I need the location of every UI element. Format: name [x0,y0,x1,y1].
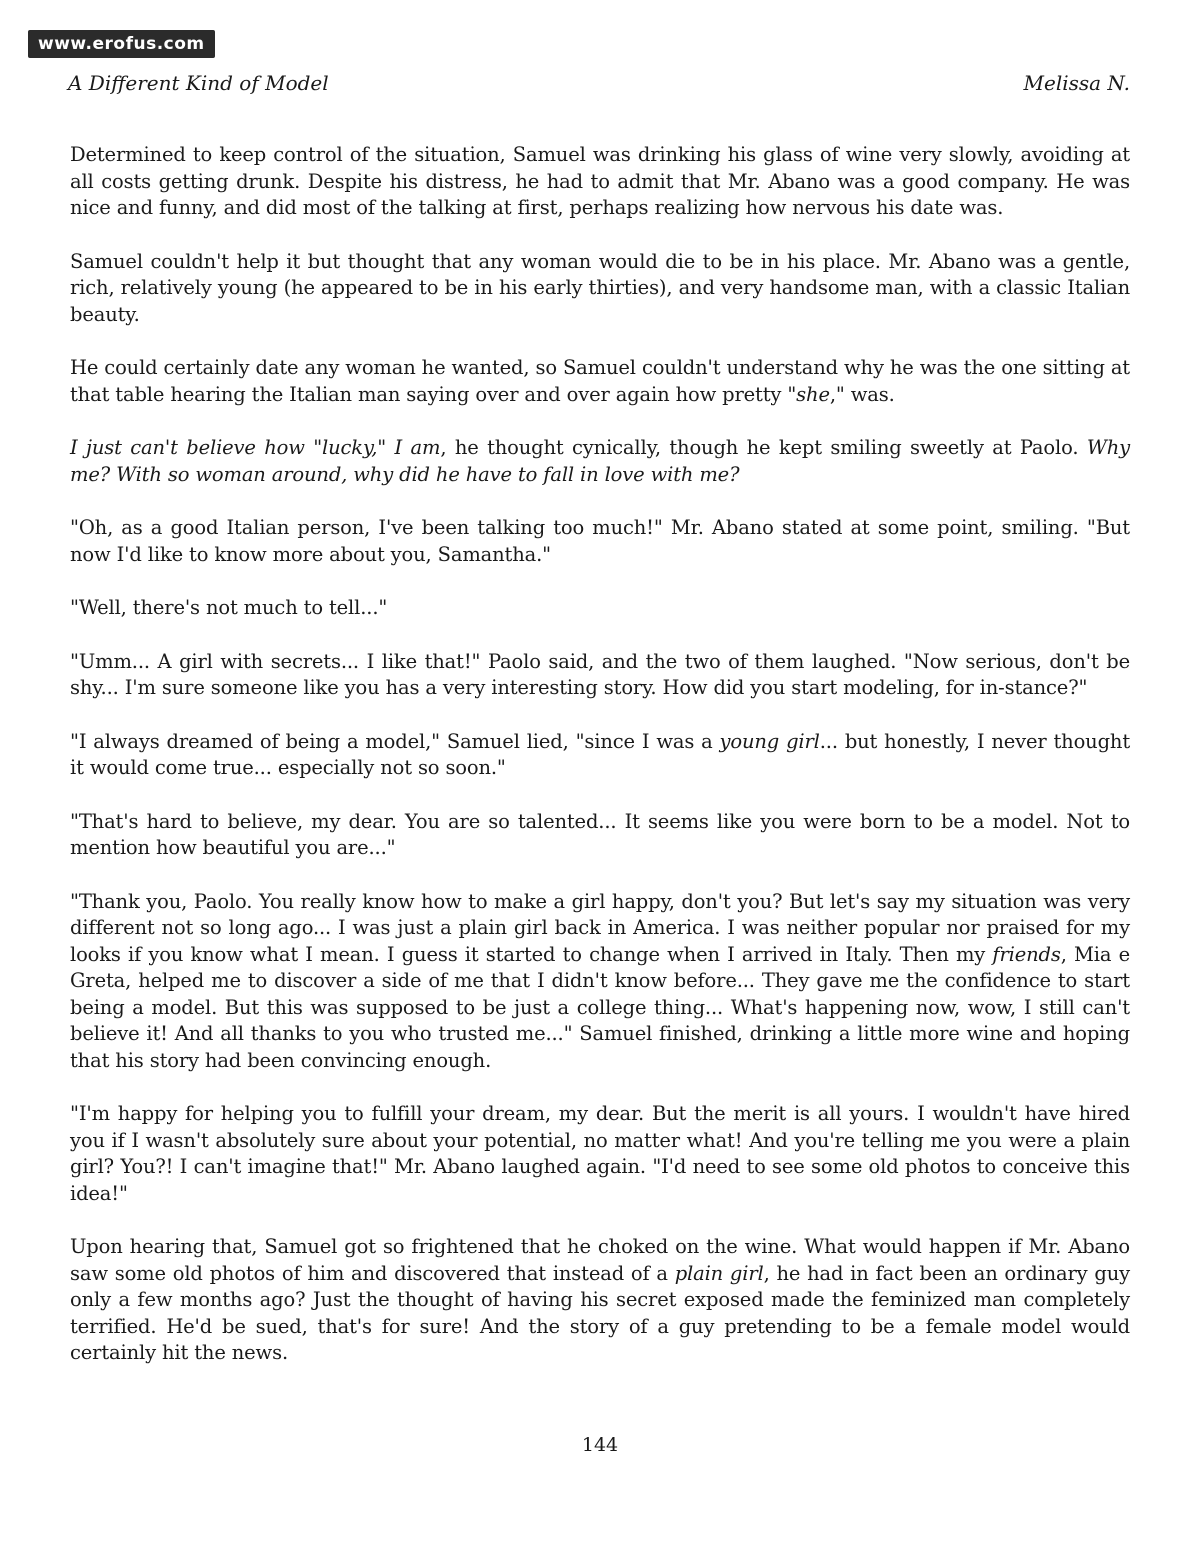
body-text [70,142,1130,1394]
page-number: 144 [581,1434,619,1456]
paragraph [70,1101,1130,1207]
italic-text: friends [992,942,1061,966]
text-run: "Umm... A girl with secrets... I like that!" Paolo said, and the two of them laughed. "Now serious, don't be shy... I'm sure someone like you has a very interesting story. How did you start modeling, for in-stance?" [70,649,1130,699]
italic-text: Why me? With so woman around, why did he have to fall in love with me? [70,436,1130,486]
paragraph [70,649,1130,702]
paragraph [70,142,1130,222]
running-header [68,68,1130,98]
text-run: ... but honestly, I never thought it would come true... especially not so soon." [70,729,1131,779]
text-run: ," was. [829,382,895,406]
text-run: "I'm happy for helping you to fulfill your dream, my dear. But the merit is all yours. I wouldn't have hired you if I wasn't absolutely sure about your potential, no matter what! And you're telling me you were a plain girl? You?! I can't imagine that!" Mr. Abano laughed again. "I'd need to see some old photos to conceive this idea!" [70,1102,1130,1205]
text-run: Samuel couldn't help it but thought that any woman would die to be in his place. Mr. Abano was a gentle, rich, relatively young (he appeared to be in his early thirties), and very handsome man, with a classic Italian beauty. [70,249,1130,326]
author-name: Melissa N. [1023,71,1130,95]
text-run: "That's hard to believe, my dear. You are so talented... It seems like you were born to be a model. Not to mention how beautiful you are..." [70,809,1130,859]
text-run: "Oh, as a good Italian person, I've been talking too much!" Mr. Abano stated at some point, smiling. "But now I'd like to know more about you, Samantha." [70,516,1130,566]
text-run: , he thought cynically, though he kept smiling sweetly at Paolo. [440,436,1087,459]
paragraph [70,809,1130,862]
italic-text: plain girl [674,1261,764,1285]
text-run: , Mia e Greta, helped me to discover a side of me that I didn't know before... They gave me the confidence to start being a model. But this was supposed to be just a college thing... What's happening now, wow, I still can't believe it! And all thanks to you who trusted me..." Samuel finished, drinking a little more wine and hoping that his story had been convincing enough. [70,942,1130,1072]
text-run: "I always dreamed of being a model," Samuel lied, "since I was a [70,729,720,753]
paragraph [70,889,1130,1075]
paragraph [70,729,1130,782]
paragraph [70,249,1130,329]
book-title: A Different Kind of Model [68,71,329,95]
paragraph [70,595,1130,622]
italic-text: I just can't believe how "lucky," I am [70,436,441,459]
paragraph [70,515,1130,568]
paragraph [70,435,1130,488]
text-run: "Thank you, Paolo. You really know how to make a girl happy, don't you? But let's say my situation was very different not so long ago... I was just a plain girl back in America. I was neither popular nor praised for my looks if you know what I mean. I guess it started to change when I arrived in Italy. Then my [70,889,1130,966]
text-run: Determined to keep control of the situation, Samuel was drinking his glass of wine very slowly, avoiding at all costs getting drunk. Despite his distress, he had to admit that Mr. Abano was a good company. He was nice and funny, and did most of the talking at first, perhaps realizing how nervous his date was. [70,143,1130,219]
italic-text: young girl [719,729,820,753]
text-run: "Well, there's not much to tell..." [70,596,388,619]
watermark: www.erofus.com [28,30,215,58]
text-run: , he had in fact been an ordinary guy only a few months ago? Just the thought of having his secret exposed made the feminized man completely terrified. He'd be sued, that's for sure! And the story of a guy pretending to be a female model would certainly hit the news. [70,1261,1130,1364]
italic-text: she [796,382,830,406]
text-run: He could certainly date any woman he wanted, so Samuel couldn't understand why he was the one sitting at that table hearing the Italian man saying over and over again how pretty " [70,356,1130,406]
text-run: Upon hearing that, Samuel got so frightened that he choked on the wine. What would happen if Mr. Abano saw some old photos of him and discovered that instead of a [70,1235,1130,1285]
paragraph [70,1234,1130,1367]
paragraph [70,355,1130,408]
